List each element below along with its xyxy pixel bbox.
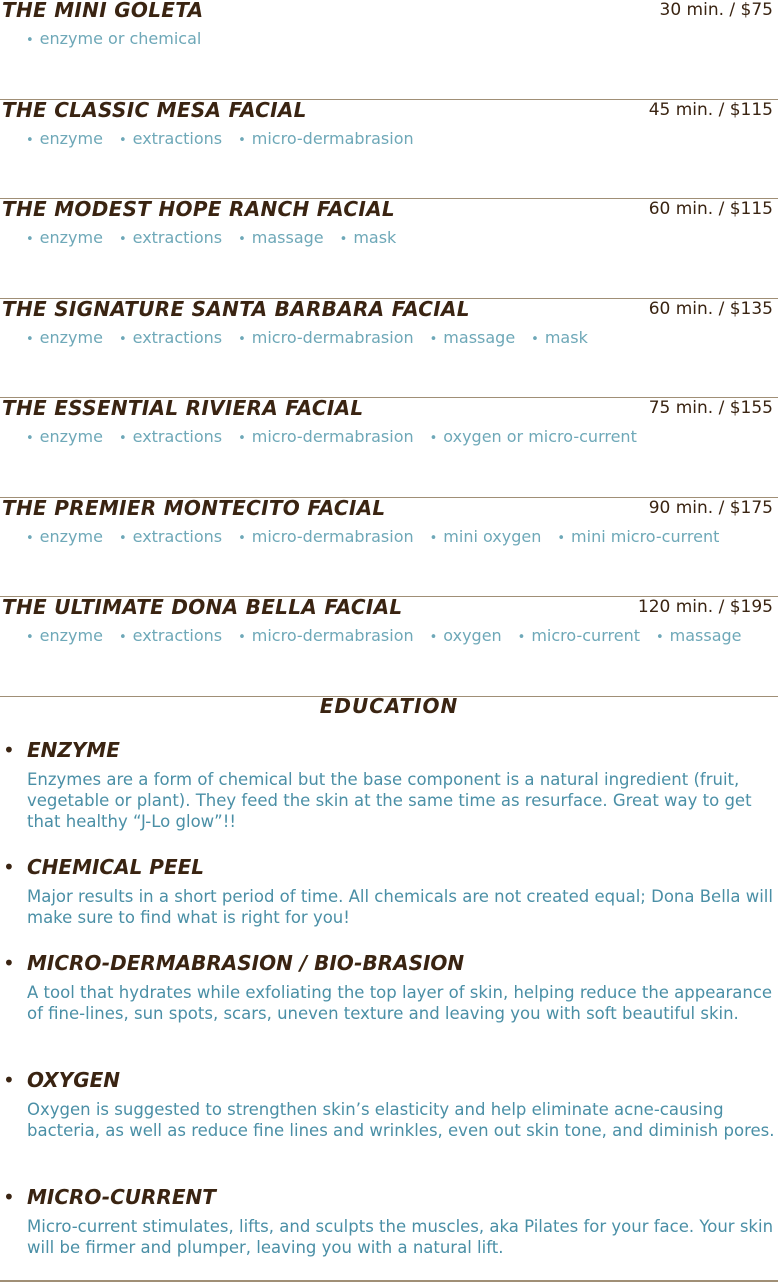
education-heading: ENZYME xyxy=(27,738,120,762)
feature-item xyxy=(26,427,103,446)
bullet-icon: • xyxy=(26,33,34,48)
feature-label: micro-dermabrasion xyxy=(251,526,414,546)
service-name: THE MINI GOLETA xyxy=(2,0,204,22)
feature-item xyxy=(238,527,414,546)
bullet-icon: • xyxy=(3,1068,15,1092)
education-heading: CHEMICAL PEEL xyxy=(27,855,205,879)
feature-label: extractions xyxy=(132,128,223,148)
service-name: THE ULTIMATE DONA BELLA FACIAL xyxy=(2,595,403,619)
feature-label: oxygen xyxy=(443,626,502,645)
service-price: 120 min. / $195 xyxy=(637,597,773,617)
feature-label: extractions xyxy=(132,526,223,546)
bullet-icon: • xyxy=(118,431,127,446)
bullet-icon: • xyxy=(26,331,34,347)
feature-label: mini micro-current xyxy=(571,526,720,546)
bullet-icon: • xyxy=(26,232,34,247)
service-price: 75 min. / $155 xyxy=(648,398,773,418)
feature-item xyxy=(238,328,414,347)
feature-item xyxy=(26,129,103,148)
education-description: A tool that hydrates while exfoliating the top layer of skin, helping reduce the appearance of fine-lines, sun spots, scars, uneven texture and leaving you with soft beautiful skin. xyxy=(27,983,773,1023)
bullet-icon: • xyxy=(26,431,34,446)
feature-label: mask xyxy=(353,228,397,247)
bullet-icon: • xyxy=(238,431,246,446)
feature-item xyxy=(119,129,222,148)
feature-label: extractions xyxy=(132,427,223,446)
feature-label: massage xyxy=(669,626,742,645)
bottom-divider xyxy=(0,1280,778,1282)
service-name: THE MODEST HOPE RANCH FACIAL xyxy=(2,197,395,221)
feature-label: micro-dermabrasion xyxy=(251,128,414,148)
feature-label: micro-dermabrasion xyxy=(251,427,414,446)
feature-item xyxy=(238,129,414,148)
feature-label: mini oxygen xyxy=(443,526,542,546)
bullet-icon: • xyxy=(339,232,348,247)
bullet-icon: • xyxy=(429,431,438,446)
feature-label: extractions xyxy=(132,228,223,247)
bullet-icon: • xyxy=(26,630,34,645)
feature-label: enzyme xyxy=(39,626,103,645)
feature-label: enzyme xyxy=(39,327,103,347)
feature-label: extractions xyxy=(132,327,223,347)
feature-label: enzyme xyxy=(39,128,103,148)
education-heading: OXYGEN xyxy=(27,1068,121,1092)
bullet-icon: • xyxy=(238,132,246,148)
service-row xyxy=(0,398,778,498)
service-features xyxy=(26,626,758,645)
service-row xyxy=(0,296,778,399)
feature-item xyxy=(557,527,719,546)
education-description: Oxygen is suggested to strengthen skin’s elasticity and help eliminate acne-causing bacteria, as well as reduce fine lines and wrinkles, even out skin tone, and diminish pores. xyxy=(27,1100,775,1140)
service-name: THE PREMIER MONTECITO FACIAL xyxy=(2,495,386,520)
feature-label: enzyme xyxy=(39,526,103,546)
bullet-icon: • xyxy=(3,855,15,879)
service-price: 90 min. / $175 xyxy=(648,497,773,518)
bullet-icon: • xyxy=(26,530,34,546)
bullet-icon: • xyxy=(118,331,127,347)
service-price: 60 min. / $135 xyxy=(648,298,773,319)
education-description: Enzymes are a form of chemical but the base component is a natural ingredient (fruit, vegetable or plant). They feed the skin at the same time as resurface. Great way to get that healthy “J-Lo glow”!! xyxy=(27,770,752,831)
bullet-icon: • xyxy=(3,738,15,762)
feature-item xyxy=(430,626,502,645)
feature-item xyxy=(119,228,222,247)
bullet-icon: • xyxy=(238,331,246,347)
service-features xyxy=(26,527,735,546)
bullet-icon: • xyxy=(429,530,438,546)
feature-item xyxy=(656,626,742,645)
feature-item xyxy=(238,427,414,446)
service-features xyxy=(26,228,412,247)
feature-item xyxy=(119,328,222,347)
service-price: 45 min. / $115 xyxy=(648,99,773,120)
service-name: THE SIGNATURE SANTA BARBARA FACIAL xyxy=(2,296,470,321)
feature-item xyxy=(26,29,201,48)
feature-label: massage xyxy=(443,327,516,347)
bullet-icon: • xyxy=(26,132,34,148)
service-features xyxy=(26,328,604,347)
feature-label: mask xyxy=(544,327,588,347)
bullet-icon: • xyxy=(118,530,127,546)
bullet-icon: • xyxy=(238,232,246,247)
service-features xyxy=(26,129,430,148)
bullet-icon: • xyxy=(118,132,127,148)
feature-item xyxy=(119,527,222,546)
feature-item xyxy=(26,328,103,347)
service-name: THE ESSENTIAL RIVIERA FACIAL xyxy=(2,396,364,420)
feature-item xyxy=(119,427,222,446)
service-features xyxy=(26,427,653,446)
bullet-icon: • xyxy=(238,630,246,645)
feature-item xyxy=(26,527,103,546)
feature-label: massage xyxy=(251,228,324,247)
bullet-icon: • xyxy=(531,331,539,347)
bullet-icon: • xyxy=(429,630,438,645)
feature-label: enzyme or chemical xyxy=(39,29,202,48)
service-row xyxy=(0,97,778,200)
bullet-icon: • xyxy=(429,331,438,347)
feature-label: micro-dermabrasion xyxy=(251,626,414,645)
feature-label: micro-current xyxy=(531,626,640,645)
service-name: THE CLASSIC MESA FACIAL xyxy=(2,97,307,122)
feature-item xyxy=(238,626,414,645)
bullet-icon: • xyxy=(557,530,566,546)
service-price: 30 min. / $75 xyxy=(659,0,773,20)
feature-item xyxy=(430,527,542,546)
service-features xyxy=(26,29,217,48)
service-row xyxy=(0,597,778,697)
service-row xyxy=(0,199,778,299)
service-row xyxy=(0,495,778,598)
feature-item xyxy=(430,328,516,347)
feature-item xyxy=(518,626,640,645)
bullet-icon: • xyxy=(517,630,526,645)
feature-label: micro-dermabrasion xyxy=(251,327,414,347)
feature-item xyxy=(531,328,588,347)
bullet-icon: • xyxy=(655,630,664,645)
feature-label: extractions xyxy=(132,626,223,645)
bullet-icon: • xyxy=(238,530,246,546)
education-description: Major results in a short period of time. All chemicals are not created equal; Dona Bella will make sure to find what is right for you! xyxy=(27,887,773,927)
feature-item xyxy=(238,228,324,247)
bullet-icon: • xyxy=(3,951,15,975)
feature-item xyxy=(119,626,222,645)
bullet-icon: • xyxy=(3,1185,15,1209)
feature-label: enzyme xyxy=(39,228,103,247)
feature-item xyxy=(26,228,103,247)
bullet-icon: • xyxy=(118,232,127,247)
feature-item xyxy=(26,626,103,645)
feature-label: oxygen or micro-current xyxy=(443,427,637,446)
education-heading: MICRO-CURRENT xyxy=(27,1185,216,1209)
service-row xyxy=(0,0,778,100)
bullet-icon: • xyxy=(118,630,127,645)
feature-item xyxy=(430,427,637,446)
service-price: 60 min. / $115 xyxy=(648,199,773,219)
education-description: Micro-current stimulates, lifts, and sculpts the muscles, aka Pilates for your face. Your skin will be firmer and plumper, leaving you with a natural lift. xyxy=(27,1217,774,1257)
education-title: EDUCATION xyxy=(319,694,459,718)
education-heading: MICRO-DERMABRASION / BIO-BRASION xyxy=(27,951,465,975)
feature-item xyxy=(340,228,397,247)
feature-label: enzyme xyxy=(39,427,103,446)
